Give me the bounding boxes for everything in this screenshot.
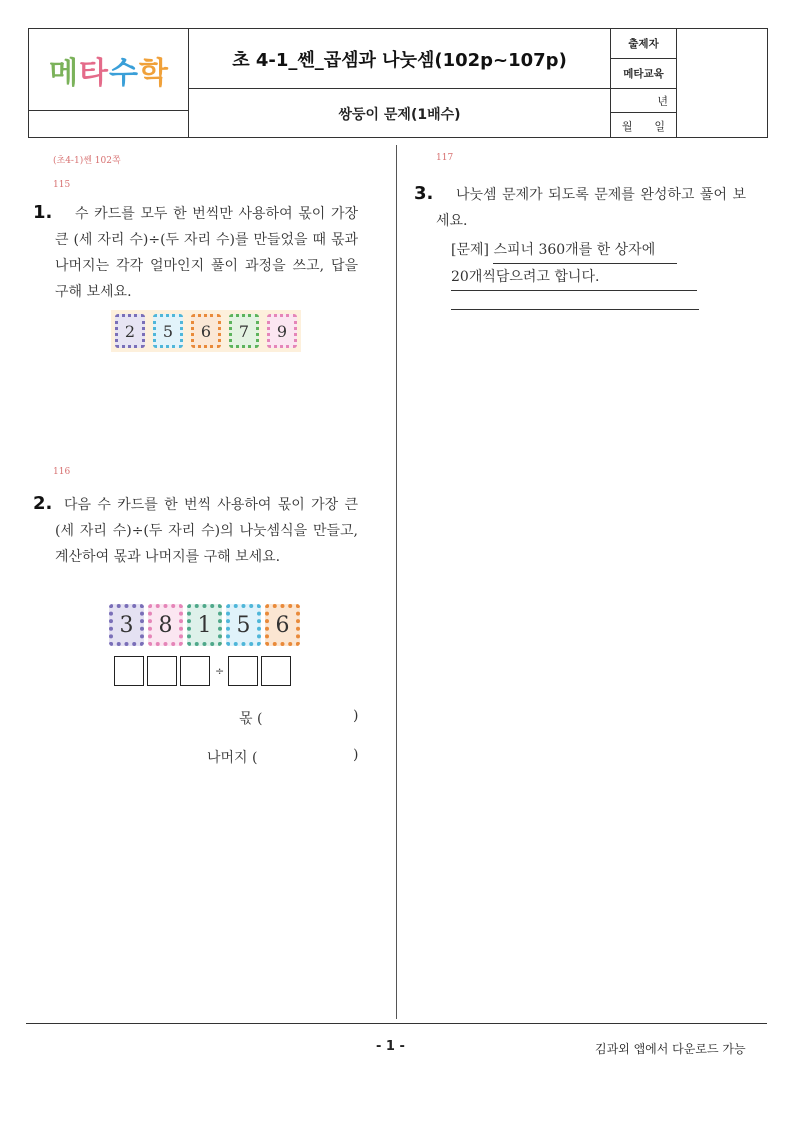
q2-card-row xyxy=(107,603,302,647)
problem-line-1 xyxy=(451,237,699,264)
date-cell xyxy=(611,113,677,138)
page-number: - 1 - xyxy=(376,1039,405,1054)
number-card xyxy=(263,312,301,350)
division-sign: ÷ xyxy=(215,664,225,678)
q2-ref: 116 xyxy=(53,467,71,477)
page-subtitle: 쌍둥이 문제(1배수) xyxy=(338,106,461,123)
blank-cell xyxy=(29,111,189,138)
source-note: (초4-1)쎈 102쪽 xyxy=(53,156,121,166)
year-label: 년 xyxy=(657,94,668,108)
year-cell xyxy=(611,89,677,113)
number-card xyxy=(224,603,263,647)
q1-card-row xyxy=(111,310,301,352)
number-card xyxy=(146,603,185,647)
problem-line-2 xyxy=(451,264,699,291)
q2-text: 다음 수 카드를 한 번씩 사용하여 몫이 가장 큰 (세 자리 수)÷(두 자리 수)의 나눗셈식을 만들고, 계산하여 몫과 나머지를 구해 보세요. xyxy=(55,497,358,565)
logo-char: 타 xyxy=(79,55,108,91)
number-card xyxy=(263,603,302,647)
q3-ref: 117 xyxy=(436,153,454,163)
column-divider xyxy=(396,145,397,1019)
logo-char: 메 xyxy=(49,55,79,91)
month-label: 월 xyxy=(621,119,633,133)
q2-number: 2. xyxy=(33,493,53,514)
logo-char: 학 xyxy=(138,55,168,91)
q1-number: 1. xyxy=(33,202,53,223)
author-value-cell xyxy=(611,59,677,89)
number-card xyxy=(187,312,225,350)
quotient-answer xyxy=(239,708,262,728)
subtitle-cell xyxy=(189,89,611,138)
dividend-digit-box[interactable] xyxy=(180,656,210,686)
author-value: 메타교육 xyxy=(623,68,664,80)
q3-text: 나눗셈 문제가 되도록 문제를 완성하고 풀어 보세요. xyxy=(436,187,746,229)
remainder-answer xyxy=(207,747,257,767)
author-label-cell xyxy=(611,29,677,59)
problem-text-1: 스피너 360개를 한 상자에 xyxy=(493,237,677,264)
date-value-cell xyxy=(677,29,767,138)
day-label: 일 xyxy=(654,119,666,133)
division-answer-boxes xyxy=(114,656,294,686)
divisor-digit-box[interactable] xyxy=(261,656,291,686)
number-card xyxy=(111,312,149,350)
number-card xyxy=(225,312,263,350)
footer-rule xyxy=(26,1023,767,1024)
card-value: 6 xyxy=(200,321,212,341)
remainder-label: 나머지 ( xyxy=(207,750,258,766)
q3-number: 3. xyxy=(414,183,434,204)
quotient-close xyxy=(353,708,358,724)
number-card xyxy=(107,603,146,647)
card-value: 6 xyxy=(275,612,290,638)
q3-problem xyxy=(451,237,699,310)
close-paren: ) xyxy=(353,747,359,763)
author-label: 출제자 xyxy=(628,38,659,50)
dividend-digit-box[interactable] xyxy=(147,656,177,686)
title-cell xyxy=(189,29,611,89)
q1-text: 수 카드를 모두 한 번씩만 사용하여 몫이 가장 큰 (세 자리 수)÷(두 자리 수)를 만들었을 때 몫과 나머지는 각각 얼마인지 풀이 과정을 쓰고, 답을 구해 보세요. xyxy=(55,206,358,300)
page-title: 초 4-1_쎈_곱셈과 나눗셈(102p~107p) xyxy=(232,49,567,71)
dividend-digit-box[interactable] xyxy=(114,656,144,686)
card-value: 9 xyxy=(276,321,288,341)
logo xyxy=(49,48,168,92)
number-card xyxy=(185,603,224,647)
problem-label: [문제] xyxy=(451,242,489,258)
card-value: 1 xyxy=(197,612,212,638)
footer-note: 김과외 앱에서 다운로드 가능 xyxy=(595,1042,746,1056)
card-value: 2 xyxy=(124,321,136,341)
card-value: 5 xyxy=(162,321,174,341)
logo-cell xyxy=(29,29,189,111)
number-card xyxy=(149,312,187,350)
card-value: 5 xyxy=(236,612,251,638)
close-paren: ) xyxy=(353,708,359,724)
quotient-label: 몫 ( xyxy=(239,711,263,727)
card-value: 8 xyxy=(158,612,173,638)
card-value: 7 xyxy=(238,321,250,341)
problem-blank-line[interactable] xyxy=(451,291,699,310)
q1-ref: 115 xyxy=(53,180,71,190)
problem-text-2: 20개씩담으려고 합니다. xyxy=(451,264,697,291)
remainder-close xyxy=(353,747,358,763)
header-table xyxy=(28,28,768,138)
logo-char: 수 xyxy=(109,55,138,91)
card-value: 3 xyxy=(119,612,134,638)
divisor-digit-box[interactable] xyxy=(228,656,258,686)
